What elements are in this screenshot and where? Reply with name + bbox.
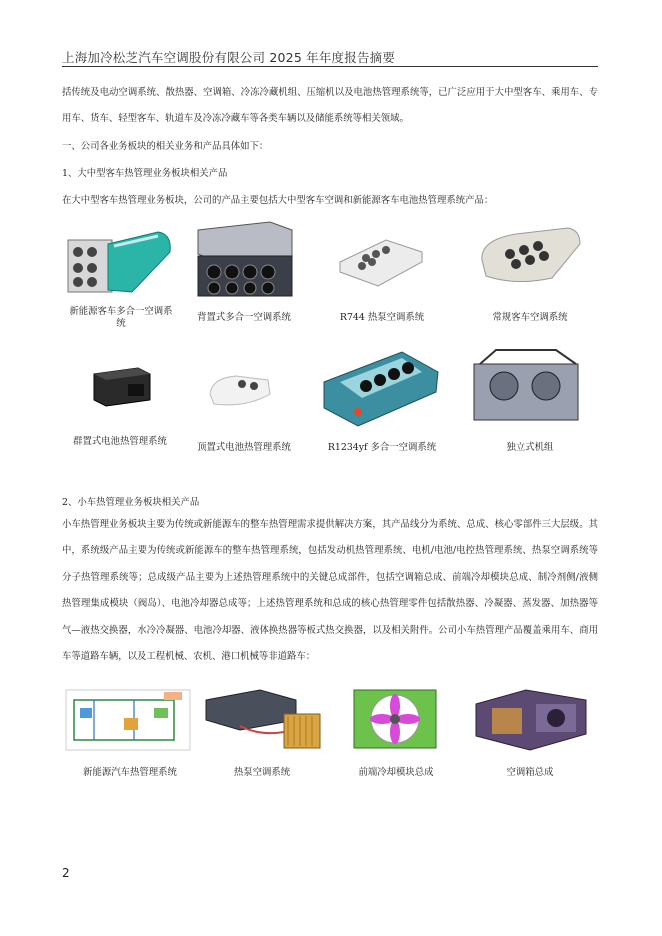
caption-independent-unit: 独立式机组 — [506, 442, 554, 453]
nev-tms-diagram-image — [64, 688, 192, 752]
caption-heat-pump: 热泵空调系统 — [233, 767, 291, 778]
bus-section-text: 在大中型客车热管理业务板块，公司的产品主要包括大中型客车空调和新能源客车电池热管理系统产品： — [62, 195, 494, 206]
caption-standard-bus-ac: 常规客车空调系统 — [492, 312, 568, 323]
caption-r744: R744 热泵空调系统 — [339, 312, 425, 323]
rear-mounted-ac-image — [192, 216, 296, 300]
bus-section-heading: 1、大中型客车热管理业务板块相关产品 — [62, 168, 228, 179]
caption-nev-tms: 新能源汽车热管理系统 — [83, 767, 177, 778]
small-section-paragraph: 小车热管理业务板块主要为传统或新能源车的整车热管理需求提供解决方案，其产品线分为系统、总成、核心零部件三大层级。其中，系统级产品主要为传统或新能源车的整车热管理系统，包括发动机热管理系统、电机/电池/电控热管理系统、热泵空调系统等分子热管理系统等；总成级产品主要为上述热管理系统中的关键总成部件，包括空调箱总成、前端冷却模块总成、制冷剂侧/液侧热管理集成模块（阀岛）、电池冷却器总成等；上述热管理系统和总成的核心热管理零件包括散热器、冷凝器、蒸发器、加热器等气—液热交换器，水冷冷凝器、电池冷却器、液体换热器等板式热交换器，以及相关附件。公司小车热管理产品覆盖乘用车、商用车等道路车辆，以及工程机械、农机、港口机械等非道路车： — [62, 519, 598, 663]
r744-heat-pump-image — [336, 228, 426, 290]
group-battery-tms-image — [88, 362, 156, 410]
caption-hvac-box: 空调箱总成 — [506, 767, 554, 778]
caption-nev-bus-ac: 新能源客车多合一空调系统 — [69, 306, 173, 329]
page-number: 2 — [62, 866, 70, 880]
heat-pump-system-image — [200, 686, 326, 752]
caption-rear-mounted-ac: 背置式多合一空调系统 — [197, 312, 291, 323]
report-title: 上海加冷松芝汽车空调股份有限公司 2025 年年度报告摘要 — [62, 50, 396, 65]
small-section-heading: 2、小车热管理业务板块相关产品 — [62, 497, 200, 508]
caption-front-cooling-module: 前端冷却模块总成 — [358, 767, 434, 778]
intro-paragraph: 括传统及电动空调系统、散热器、空调箱、冷冻冷藏机组、压缩机以及电池热管理系统等，已广泛应用于大中型客车、乘用车、专用车、货车、轻型客车、轨道车及冷冻冷藏车等各类车辆以及储能系统等相关领域。 — [62, 87, 598, 125]
r1234yf-ac-image — [318, 346, 442, 430]
caption-roof-battery-tms: 顶置式电池热管理系统 — [197, 442, 291, 453]
independent-unit-image — [466, 344, 586, 428]
standard-bus-ac-image — [476, 220, 584, 290]
caption-group-battery-tms: 群置式电池热管理系统 — [73, 436, 167, 447]
hvac-box-assembly-image — [470, 684, 592, 754]
front-cooling-module-image — [348, 684, 442, 754]
nev-bus-ac-image — [62, 222, 180, 300]
section-heading: 一、公司各业务板块的相关业务和产品具体如下： — [62, 141, 269, 152]
page-header — [62, 44, 598, 67]
caption-r1234yf: R1234yf 多合一空调系统 — [327, 442, 437, 453]
roof-battery-tms-image — [206, 368, 274, 412]
